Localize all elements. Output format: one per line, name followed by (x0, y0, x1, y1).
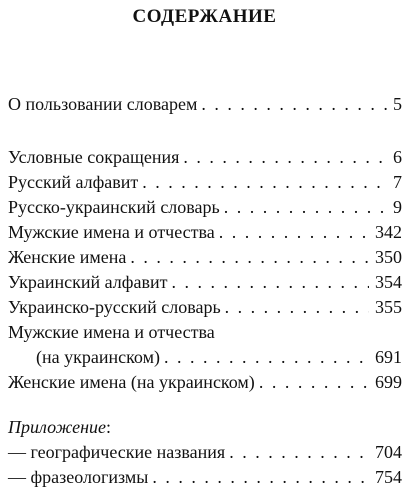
appendix-item (8, 441, 402, 463)
toc-entry (8, 371, 402, 393)
toc-entry (8, 246, 402, 268)
toc-entry (8, 221, 402, 243)
toc-entry-label: Мужские имена и отчества (8, 222, 215, 242)
page-title: СОДЕРЖАНИЕ (132, 6, 277, 27)
appendix-heading-colon: : (106, 417, 112, 437)
dot-leader (229, 441, 369, 463)
dot-leader (259, 371, 369, 393)
appendix-heading-text: Приложение (8, 417, 107, 437)
appendix-item-page: 704 (375, 442, 402, 462)
toc-entry-page: 6 (393, 147, 402, 167)
dot-leader (164, 346, 369, 368)
toc-entry-label: Русско-украинский словарь (8, 197, 220, 217)
toc-entry-page: 699 (375, 372, 402, 392)
toc-entry-label: Условные сокращения (8, 147, 180, 167)
toc-entry-page: 355 (375, 297, 402, 317)
dot-leader (142, 171, 387, 193)
toc-entry (8, 296, 402, 318)
dot-leader (219, 221, 369, 243)
toc-entry-page: 691 (375, 347, 402, 367)
toc-entry (8, 271, 402, 293)
dot-leader (130, 246, 369, 268)
toc-entry (8, 146, 402, 168)
toc-entry-page: 350 (375, 247, 402, 267)
toc-entry-page: 342 (375, 222, 402, 242)
toc-entry-page: 7 (393, 172, 402, 192)
toc-entry (8, 196, 402, 218)
appendix-item-label: — фразеологизмы (8, 467, 149, 487)
toc-entry-page: 354 (375, 272, 402, 292)
toc-entry-label: Женские имена (8, 247, 127, 267)
toc-entry-label: Украинско-русский словарь (8, 297, 221, 317)
dot-leader (224, 196, 387, 218)
dot-leader (152, 466, 369, 488)
dot-leader (183, 146, 387, 168)
dot-leader (171, 271, 369, 293)
dot-leader (201, 93, 387, 115)
toc-entry-page: 5 (393, 94, 402, 114)
toc-entry (8, 171, 402, 193)
toc-entry-label-line2: (на украинском) (36, 347, 160, 367)
appendix-item-label: — географические названия (8, 442, 226, 462)
appendix-item (8, 466, 402, 488)
toc-entry-label: Украинский алфавит (8, 272, 168, 292)
appendix-item-page: 754 (375, 467, 402, 487)
appendix-heading (8, 416, 111, 438)
toc-entry (8, 93, 402, 115)
toc-entry-label-line1: Мужские имена и отчества (8, 322, 215, 342)
toc-entry-page: 9 (393, 197, 402, 217)
toc-entry-label: О пользовании словарем (8, 94, 198, 114)
dot-leader (225, 296, 369, 318)
toc-entry-label: Женские имена (на украинском) (8, 372, 255, 392)
toc-entry (36, 346, 402, 368)
toc-entry-label: Русский алфавит (8, 172, 139, 192)
